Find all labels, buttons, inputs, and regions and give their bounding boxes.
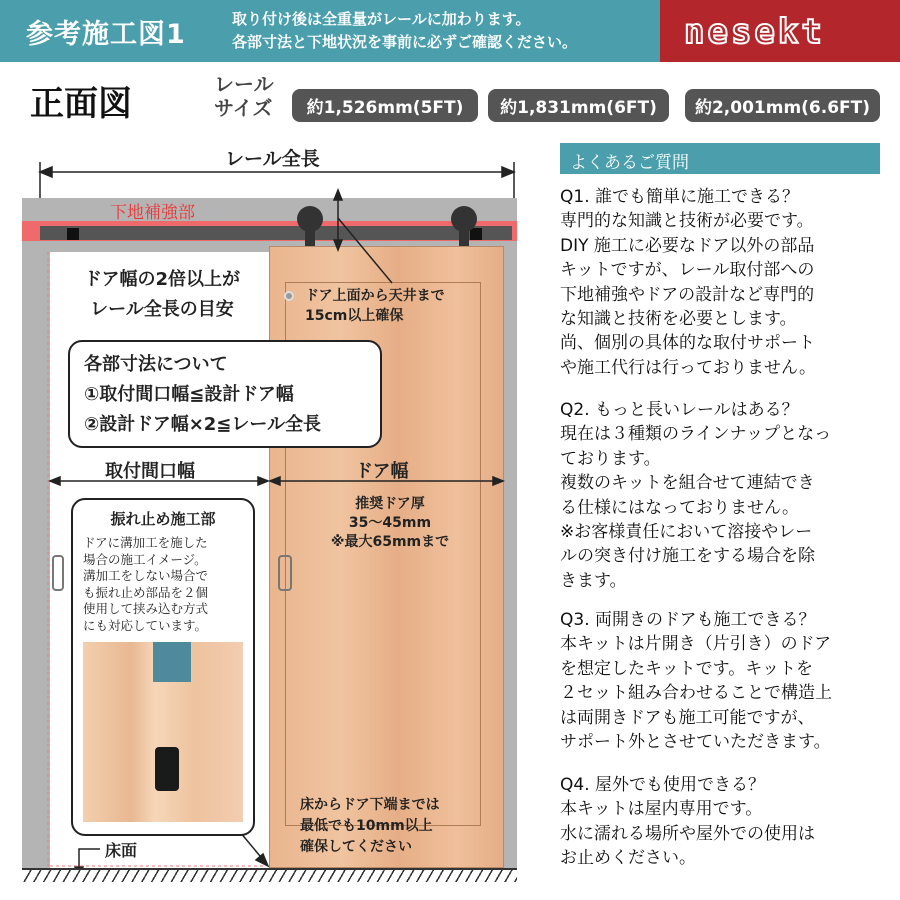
faq-question: Q3. 両開きのドアも施工できる？ <box>560 610 816 630</box>
brand-logo: nesekt <box>684 12 825 52</box>
faq-answer: 本キットは片開き（片引き）のドア を想定したキットです。キットを ２セット組み合わせることで構造上 は両開きドアも施工可能ですが、 サポート外とさせていただきます。 <box>560 634 832 753</box>
size-option-5ft[interactable]: 約1,526mm(5FT) <box>292 89 478 122</box>
floor-clearance-note <box>300 795 440 858</box>
faq-item-3 <box>560 608 832 754</box>
faq-item-4 <box>560 773 815 871</box>
door-width-label: ドア幅 <box>355 461 409 482</box>
page-title: 参考施工図1 <box>26 19 186 50</box>
door-thickness-note <box>300 495 480 552</box>
text-line: 場合の施工イメージ。 <box>83 551 207 567</box>
note-line: 推奨ドア厚 <box>355 496 425 512</box>
reinforcement-label: 下地補強部 <box>110 203 195 223</box>
ceiling-clearance-note <box>305 286 445 326</box>
rule-item: ①取付間口幅≦設計ドア幅 <box>84 384 294 405</box>
faq-question: Q1. 誰でも簡単に施工できる？ <box>560 187 800 207</box>
faq-answer: 現在は３種類のラインナップとなっ ております。 複数のキットを組合せて連結でき る仕様にはなっておりません。 ※お客様責任において溶接やレー ルの突き付け施工をする場合を除 きます。 <box>560 424 832 591</box>
note-line: 最低でも10mm以上 <box>300 818 433 834</box>
floor-hatch <box>22 868 517 882</box>
box-title: 振れ止め施工部 <box>110 510 216 528</box>
faq-answer: 本キットは屋内専用です。 水に濡れる場所や屋外での使用は お止めください。 <box>560 799 815 869</box>
rail-length-guide <box>62 265 262 325</box>
faq-answer: 専門的な知識と技術が必要です。 DIY 施工に必要なドア以外の部品 キットですが、レール取付部への 下地補強やドアの設計など専門的 な知識と技術を必要とします。 尚、個別の具体的な取付サポート や施工代行は行っておりません。 <box>560 211 817 378</box>
text-line: ドアに溝加工を施した <box>83 535 208 550</box>
view-title: 正面図 <box>30 84 132 124</box>
note-line: 15cm以上確保 <box>305 308 404 324</box>
note-line: ドア上面から天井まで <box>305 288 445 304</box>
faq-question: Q4. 屋外でも使用できる？ <box>560 775 766 795</box>
text-line: 使用して挟み込む方式 <box>83 601 209 616</box>
faq-question: Q2. もっと長いレールはある？ <box>560 400 799 420</box>
dimension-rules-box <box>68 340 382 448</box>
rail-length-label: レール全長 <box>225 148 320 170</box>
faq-header: よくあるご質問 <box>560 143 880 174</box>
note-line: ※最大65mmまで <box>330 534 450 550</box>
note-line: 床からドア下端までは <box>300 797 440 813</box>
note-line: 確保してください <box>300 839 412 855</box>
text-line: も振れ止め部品を２個 <box>83 584 209 600</box>
note-line: 35〜45mm <box>348 515 432 531</box>
text-line: にも対応しています。 <box>83 617 208 633</box>
text-line: 溝加工をしない場合で <box>83 568 209 583</box>
stopper-part-icon <box>155 747 179 791</box>
guide-line: ドア幅の2倍以上が <box>84 269 240 290</box>
stopper-box <box>71 498 255 836</box>
label-line: レール <box>214 72 274 96</box>
size-option-6ft[interactable]: 約1,831mm(6FT) <box>488 89 669 122</box>
faq-item-1 <box>560 185 816 380</box>
opening-width-label: 取付間口幅 <box>105 461 195 482</box>
floor-label: 床面 <box>105 841 138 860</box>
notice-line: 取り付け後は全重量がレールに加わります。 <box>232 10 531 28</box>
label-line: サイズ <box>214 96 273 120</box>
size-option-6-6ft[interactable]: 約2,001mm(6.6FT) <box>685 89 880 122</box>
faq-item-2 <box>560 398 831 593</box>
rule-item: ②設計ドア幅×2≦レール全長 <box>84 414 322 435</box>
guide-line: レール全長の目安 <box>90 299 234 320</box>
door-edge <box>153 642 191 682</box>
box-title: 各部寸法について <box>84 354 228 375</box>
stopper-photo <box>83 642 243 822</box>
notice-line: 各部寸法と下地状況を事前に必ずご確認ください。 <box>232 33 578 51</box>
